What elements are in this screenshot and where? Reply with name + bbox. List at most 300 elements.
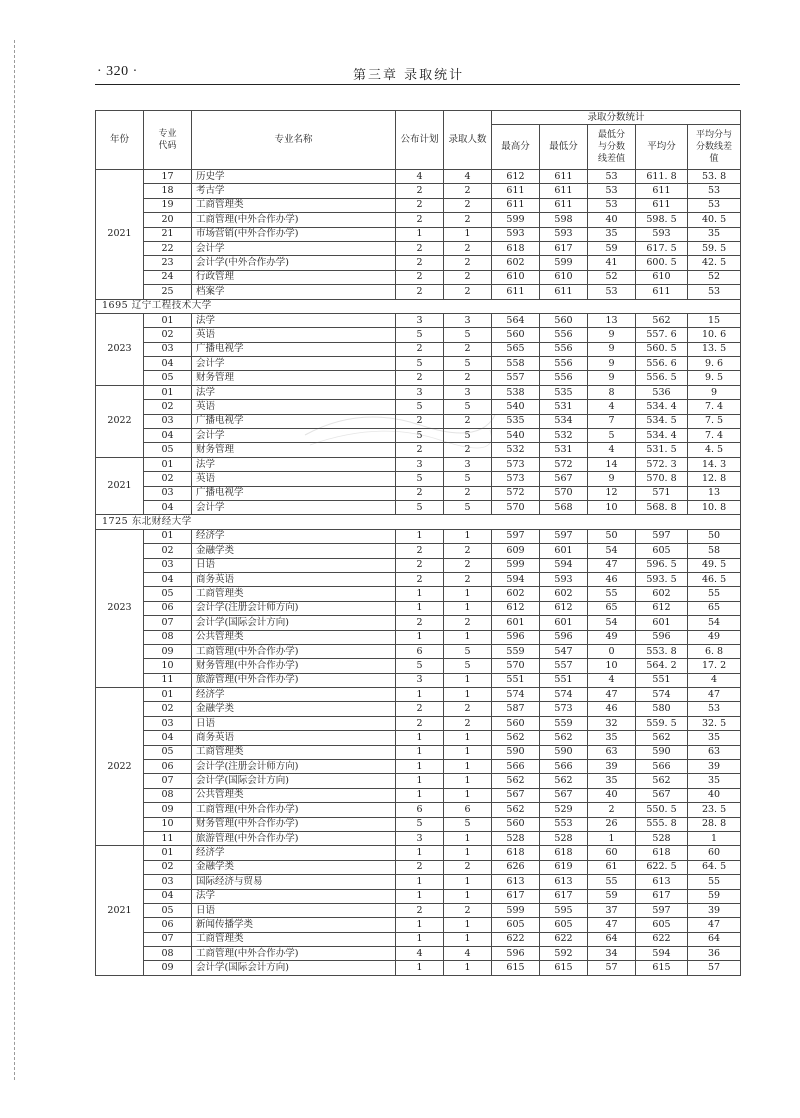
avg-score-cell: 574 — [636, 688, 688, 702]
header-year: 年份 — [96, 111, 144, 170]
min-diff-cell: 9 — [588, 472, 636, 486]
plan-cell: 2 — [396, 903, 444, 917]
max-score-cell: 532 — [492, 443, 540, 457]
avg-score-cell: 596 — [636, 630, 688, 644]
min-score-cell: 595 — [540, 903, 588, 917]
avg-diff-cell: 60 — [688, 846, 741, 860]
plan-cell: 1 — [396, 601, 444, 615]
min-score-cell: 532 — [540, 429, 588, 443]
avg-diff-cell: 39 — [688, 903, 741, 917]
avg-diff-cell: 9. 5 — [688, 371, 741, 385]
admitted-cell: 5 — [444, 659, 492, 673]
plan-cell: 2 — [396, 572, 444, 586]
table-row — [96, 558, 741, 572]
plan-cell: 1 — [396, 889, 444, 903]
min-score-cell: 593 — [540, 572, 588, 586]
min-score-cell: 556 — [540, 342, 588, 356]
min-diff-cell: 54 — [588, 616, 636, 630]
year-cell: 2021 — [96, 846, 144, 976]
max-score-cell: 562 — [492, 774, 540, 788]
avg-diff-cell: 65 — [688, 601, 741, 615]
plan-cell: 2 — [396, 371, 444, 385]
table-row — [96, 947, 741, 961]
table-row — [96, 630, 741, 644]
table-row — [96, 932, 741, 946]
min-score-cell: 557 — [540, 659, 588, 673]
code-cell: 02 — [144, 472, 192, 486]
max-score-cell: 570 — [492, 500, 540, 514]
admitted-cell: 3 — [444, 313, 492, 327]
admitted-cell: 5 — [444, 500, 492, 514]
plan-cell: 2 — [396, 285, 444, 299]
admitted-cell: 1 — [444, 731, 492, 745]
chapter-title: 第三章 录取统计 — [353, 68, 465, 83]
admitted-cell: 2 — [444, 414, 492, 428]
plan-cell: 5 — [396, 400, 444, 414]
avg-score-cell: 605 — [636, 918, 688, 932]
max-score-cell: 599 — [492, 903, 540, 917]
min-diff-cell: 4 — [588, 673, 636, 687]
plan-cell: 2 — [396, 716, 444, 730]
code-cell: 06 — [144, 601, 192, 615]
avg-diff-cell: 47 — [688, 688, 741, 702]
major-name-cell: 会计学(注册会计师方向) — [192, 760, 396, 774]
admitted-cell: 2 — [444, 702, 492, 716]
min-score-cell: 601 — [540, 616, 588, 630]
table-row — [96, 788, 741, 802]
min-score-cell: 528 — [540, 831, 588, 845]
plan-cell: 2 — [396, 198, 444, 212]
min-diff-cell: 35 — [588, 227, 636, 241]
admitted-cell: 2 — [444, 486, 492, 500]
avg-diff-cell: 47 — [688, 918, 741, 932]
admitted-cell: 5 — [444, 472, 492, 486]
code-cell: 10 — [144, 659, 192, 673]
code-cell: 09 — [144, 803, 192, 817]
min-score-cell: 615 — [540, 961, 588, 975]
min-diff-cell: 5 — [588, 429, 636, 443]
major-name-cell: 金融学类 — [192, 860, 396, 874]
admitted-cell: 2 — [444, 256, 492, 270]
max-score-cell: 590 — [492, 745, 540, 759]
max-score-cell: 570 — [492, 659, 540, 673]
min-score-cell: 611 — [540, 170, 588, 184]
min-diff-cell: 40 — [588, 213, 636, 227]
min-diff-cell: 9 — [588, 371, 636, 385]
major-name-cell: 日语 — [192, 716, 396, 730]
admitted-cell: 2 — [444, 285, 492, 299]
plan-cell: 1 — [396, 932, 444, 946]
avg-score-cell: 601 — [636, 616, 688, 630]
max-score-cell: 587 — [492, 702, 540, 716]
min-score-cell: 611 — [540, 184, 588, 198]
min-score-cell: 567 — [540, 788, 588, 802]
plan-cell: 2 — [396, 558, 444, 572]
plan-cell: 5 — [396, 429, 444, 443]
max-score-cell: 562 — [492, 731, 540, 745]
table-row — [96, 184, 741, 198]
major-name-cell: 工商管理(中外合作办学) — [192, 803, 396, 817]
min-score-cell: 568 — [540, 500, 588, 514]
avg-diff-cell: 13 — [688, 486, 741, 500]
code-cell: 22 — [144, 241, 192, 255]
plan-cell: 2 — [396, 213, 444, 227]
avg-score-cell: 617. 5 — [636, 241, 688, 255]
max-score-cell: 572 — [492, 486, 540, 500]
max-score-cell: 560 — [492, 817, 540, 831]
admitted-cell: 1 — [444, 745, 492, 759]
avg-diff-cell: 6. 8 — [688, 644, 741, 658]
min-score-cell: 605 — [540, 918, 588, 932]
code-cell: 06 — [144, 760, 192, 774]
plan-cell: 5 — [396, 817, 444, 831]
major-name-cell: 工商管理(中外合作办学) — [192, 644, 396, 658]
major-name-cell: 会计学 — [192, 241, 396, 255]
table-row — [96, 256, 741, 270]
admitted-cell: 1 — [444, 961, 492, 975]
admitted-cell: 5 — [444, 429, 492, 443]
major-name-cell: 英语 — [192, 328, 396, 342]
major-name-cell: 旅游管理(中外合作办学) — [192, 673, 396, 687]
min-diff-cell: 0 — [588, 644, 636, 658]
code-cell: 07 — [144, 616, 192, 630]
plan-cell: 6 — [396, 644, 444, 658]
code-cell: 02 — [144, 328, 192, 342]
admitted-cell: 5 — [444, 400, 492, 414]
max-score-cell: 559 — [492, 644, 540, 658]
min-diff-cell: 55 — [588, 875, 636, 889]
min-score-cell: 618 — [540, 846, 588, 860]
header-avg-diff — [688, 125, 741, 170]
plan-cell: 2 — [396, 256, 444, 270]
min-diff-cell: 13 — [588, 313, 636, 327]
max-score-cell: 612 — [492, 170, 540, 184]
admitted-cell: 1 — [444, 846, 492, 860]
min-score-cell: 611 — [540, 198, 588, 212]
major-name-cell: 广播电视学 — [192, 342, 396, 356]
admitted-cell: 5 — [444, 644, 492, 658]
avg-diff-cell: 53 — [688, 285, 741, 299]
max-score-cell: 601 — [492, 616, 540, 630]
major-name-cell: 英语 — [192, 472, 396, 486]
avg-diff-cell: 1 — [688, 831, 741, 845]
avg-score-cell: 551 — [636, 673, 688, 687]
major-name-cell: 商务英语 — [192, 731, 396, 745]
avg-score-cell: 534. 5 — [636, 414, 688, 428]
avg-score-cell: 605 — [636, 544, 688, 558]
code-cell: 24 — [144, 270, 192, 284]
avg-score-cell: 562 — [636, 774, 688, 788]
plan-cell: 3 — [396, 673, 444, 687]
header-min-diff-text: 最低分与分数线差值 — [597, 130, 625, 164]
avg-score-cell: 611 — [636, 285, 688, 299]
min-diff-cell: 37 — [588, 903, 636, 917]
avg-diff-cell: 23. 5 — [688, 803, 741, 817]
max-score-cell: 611 — [492, 184, 540, 198]
table-row — [96, 400, 741, 414]
major-name-cell: 经济学 — [192, 688, 396, 702]
min-score-cell: 556 — [540, 357, 588, 371]
avg-diff-cell: 42. 5 — [688, 256, 741, 270]
min-diff-cell: 10 — [588, 500, 636, 514]
max-score-cell: 558 — [492, 357, 540, 371]
avg-score-cell: 572. 3 — [636, 457, 688, 471]
avg-diff-cell: 13. 5 — [688, 342, 741, 356]
year-cell: 2023 — [96, 313, 144, 385]
min-score-cell: 547 — [540, 644, 588, 658]
table-row — [96, 414, 741, 428]
code-cell: 08 — [144, 630, 192, 644]
min-score-cell: 556 — [540, 371, 588, 385]
min-score-cell: 553 — [540, 817, 588, 831]
institution-label: 1695 辽宁工程技术大学 — [96, 299, 741, 313]
avg-score-cell: 611 — [636, 184, 688, 198]
max-score-cell: 560 — [492, 716, 540, 730]
table-row — [96, 472, 741, 486]
avg-score-cell: 562 — [636, 313, 688, 327]
code-cell: 11 — [144, 831, 192, 845]
plan-cell: 2 — [396, 270, 444, 284]
avg-score-cell: 593 — [636, 227, 688, 241]
major-name-cell: 法学 — [192, 313, 396, 327]
plan-cell: 1 — [396, 529, 444, 543]
table-row — [96, 803, 741, 817]
plan-cell: 1 — [396, 788, 444, 802]
plan-cell: 2 — [396, 414, 444, 428]
admitted-cell: 2 — [444, 371, 492, 385]
table-row — [96, 587, 741, 601]
avg-score-cell: 567 — [636, 788, 688, 802]
code-cell: 04 — [144, 889, 192, 903]
avg-diff-cell: 32. 5 — [688, 716, 741, 730]
min-score-cell: 562 — [540, 731, 588, 745]
min-diff-cell: 55 — [588, 587, 636, 601]
avg-score-cell: 594 — [636, 947, 688, 961]
min-score-cell: 617 — [540, 889, 588, 903]
max-score-cell: 617 — [492, 889, 540, 903]
min-diff-cell: 61 — [588, 860, 636, 874]
table-row — [96, 918, 741, 932]
admitted-cell: 6 — [444, 803, 492, 817]
min-diff-cell: 7 — [588, 414, 636, 428]
min-diff-cell: 53 — [588, 170, 636, 184]
max-score-cell: 562 — [492, 803, 540, 817]
max-score-cell: 593 — [492, 227, 540, 241]
major-name-cell: 历史学 — [192, 170, 396, 184]
table-row — [96, 659, 741, 673]
table-row — [96, 328, 741, 342]
table-row — [96, 702, 741, 716]
max-score-cell: 594 — [492, 572, 540, 586]
min-diff-cell: 35 — [588, 731, 636, 745]
avg-diff-cell: 4 — [688, 673, 741, 687]
min-diff-cell: 41 — [588, 256, 636, 270]
min-diff-cell: 65 — [588, 601, 636, 615]
avg-score-cell: 550. 5 — [636, 803, 688, 817]
table-row — [96, 961, 741, 975]
code-cell: 02 — [144, 702, 192, 716]
code-cell: 18 — [144, 184, 192, 198]
avg-diff-cell: 35 — [688, 731, 741, 745]
avg-score-cell: 536 — [636, 385, 688, 399]
table-row — [96, 644, 741, 658]
table-row — [96, 213, 741, 227]
avg-diff-cell: 49 — [688, 630, 741, 644]
major-name-cell: 金融学类 — [192, 702, 396, 716]
min-score-cell: 611 — [540, 285, 588, 299]
major-name-cell: 公共管理类 — [192, 630, 396, 644]
code-cell: 01 — [144, 688, 192, 702]
min-score-cell: 574 — [540, 688, 588, 702]
major-name-cell: 国际经济与贸易 — [192, 875, 396, 889]
avg-diff-cell: 10. 6 — [688, 328, 741, 342]
table-row — [96, 846, 741, 860]
avg-diff-cell: 59 — [688, 889, 741, 903]
admitted-cell: 1 — [444, 875, 492, 889]
code-cell: 03 — [144, 558, 192, 572]
max-score-cell: 611 — [492, 285, 540, 299]
admitted-cell: 4 — [444, 947, 492, 961]
max-score-cell: 611 — [492, 198, 540, 212]
code-cell: 04 — [144, 429, 192, 443]
avg-score-cell: 528 — [636, 831, 688, 845]
major-name-cell: 会计学(国际会计方向) — [192, 961, 396, 975]
avg-diff-cell: 63 — [688, 745, 741, 759]
min-diff-cell: 39 — [588, 760, 636, 774]
max-score-cell: 602 — [492, 256, 540, 270]
min-diff-cell: 26 — [588, 817, 636, 831]
min-score-cell: 622 — [540, 932, 588, 946]
admitted-cell: 2 — [444, 342, 492, 356]
max-score-cell: 540 — [492, 429, 540, 443]
max-score-cell: 605 — [492, 918, 540, 932]
avg-score-cell: 555. 8 — [636, 817, 688, 831]
avg-diff-cell: 17. 2 — [688, 659, 741, 673]
avg-diff-cell: 64 — [688, 932, 741, 946]
code-cell: 09 — [144, 961, 192, 975]
avg-diff-cell: 14. 3 — [688, 457, 741, 471]
admitted-cell: 1 — [444, 831, 492, 845]
max-score-cell: 602 — [492, 587, 540, 601]
min-score-cell: 590 — [540, 745, 588, 759]
major-name-cell: 财务管理 — [192, 443, 396, 457]
institution-row — [96, 515, 741, 529]
major-name-cell: 英语 — [192, 400, 396, 414]
min-diff-cell: 32 — [588, 716, 636, 730]
table-row — [96, 903, 741, 917]
avg-score-cell: 600. 5 — [636, 256, 688, 270]
plan-cell: 1 — [396, 587, 444, 601]
avg-diff-cell: 53 — [688, 184, 741, 198]
min-score-cell: 567 — [540, 472, 588, 486]
table-row — [96, 342, 741, 356]
header-stats-group: 录取分数统计 — [492, 111, 741, 125]
major-name-cell: 会计学 — [192, 429, 396, 443]
admitted-cell: 1 — [444, 760, 492, 774]
max-score-cell: 565 — [492, 342, 540, 356]
min-diff-cell: 9 — [588, 328, 636, 342]
min-diff-cell: 47 — [588, 558, 636, 572]
admitted-cell: 2 — [444, 903, 492, 917]
min-diff-cell: 2 — [588, 803, 636, 817]
min-diff-cell: 10 — [588, 659, 636, 673]
min-score-cell: 617 — [540, 241, 588, 255]
table-row — [96, 227, 741, 241]
min-score-cell: 531 — [540, 400, 588, 414]
avg-score-cell: 534. 4 — [636, 400, 688, 414]
avg-score-cell: 622. 5 — [636, 860, 688, 874]
header-max: 最高分 — [492, 125, 540, 170]
plan-cell: 2 — [396, 342, 444, 356]
max-score-cell: 535 — [492, 414, 540, 428]
avg-diff-cell: 7. 4 — [688, 429, 741, 443]
max-score-cell: 610 — [492, 270, 540, 284]
admitted-cell: 2 — [444, 270, 492, 284]
min-score-cell: 612 — [540, 601, 588, 615]
avg-score-cell: 557. 6 — [636, 328, 688, 342]
code-cell: 03 — [144, 414, 192, 428]
min-score-cell: 559 — [540, 716, 588, 730]
major-name-cell: 财务管理 — [192, 371, 396, 385]
major-name-cell: 会计学(注册会计师方向) — [192, 601, 396, 615]
admitted-cell: 5 — [444, 817, 492, 831]
plan-cell: 2 — [396, 443, 444, 457]
avg-score-cell: 562 — [636, 731, 688, 745]
min-score-cell: 599 — [540, 256, 588, 270]
admitted-cell: 1 — [444, 227, 492, 241]
major-name-cell: 会计学 — [192, 500, 396, 514]
table-row — [96, 357, 741, 371]
min-score-cell: 535 — [540, 385, 588, 399]
avg-diff-cell: 36 — [688, 947, 741, 961]
plan-cell: 6 — [396, 803, 444, 817]
code-cell: 08 — [144, 947, 192, 961]
max-score-cell: 560 — [492, 328, 540, 342]
avg-diff-cell: 53 — [688, 198, 741, 212]
plan-cell: 5 — [396, 328, 444, 342]
max-score-cell: 564 — [492, 313, 540, 327]
avg-score-cell: 598. 5 — [636, 213, 688, 227]
avg-score-cell: 613 — [636, 875, 688, 889]
major-name-cell: 法学 — [192, 385, 396, 399]
admitted-cell: 3 — [444, 457, 492, 471]
max-score-cell: 613 — [492, 875, 540, 889]
avg-diff-cell: 12. 8 — [688, 472, 741, 486]
avg-score-cell: 615 — [636, 961, 688, 975]
admitted-cell: 2 — [444, 198, 492, 212]
max-score-cell: 626 — [492, 860, 540, 874]
institution-row — [96, 299, 741, 313]
header-min: 最低分 — [540, 125, 588, 170]
major-name-cell: 法学 — [192, 457, 396, 471]
major-name-cell: 日语 — [192, 558, 396, 572]
table-row — [96, 285, 741, 299]
max-score-cell: 528 — [492, 831, 540, 845]
table-row — [96, 875, 741, 889]
avg-score-cell: 534. 4 — [636, 429, 688, 443]
plan-cell: 5 — [396, 500, 444, 514]
year-cell: 2023 — [96, 529, 144, 687]
avg-score-cell: 593. 5 — [636, 572, 688, 586]
year-cell: 2021 — [96, 170, 144, 300]
plan-cell: 1 — [396, 846, 444, 860]
code-cell: 08 — [144, 788, 192, 802]
avg-diff-cell: 35 — [688, 227, 741, 241]
min-diff-cell: 12 — [588, 486, 636, 500]
code-cell: 05 — [144, 443, 192, 457]
page-header — [95, 62, 740, 85]
max-score-cell: 599 — [492, 213, 540, 227]
